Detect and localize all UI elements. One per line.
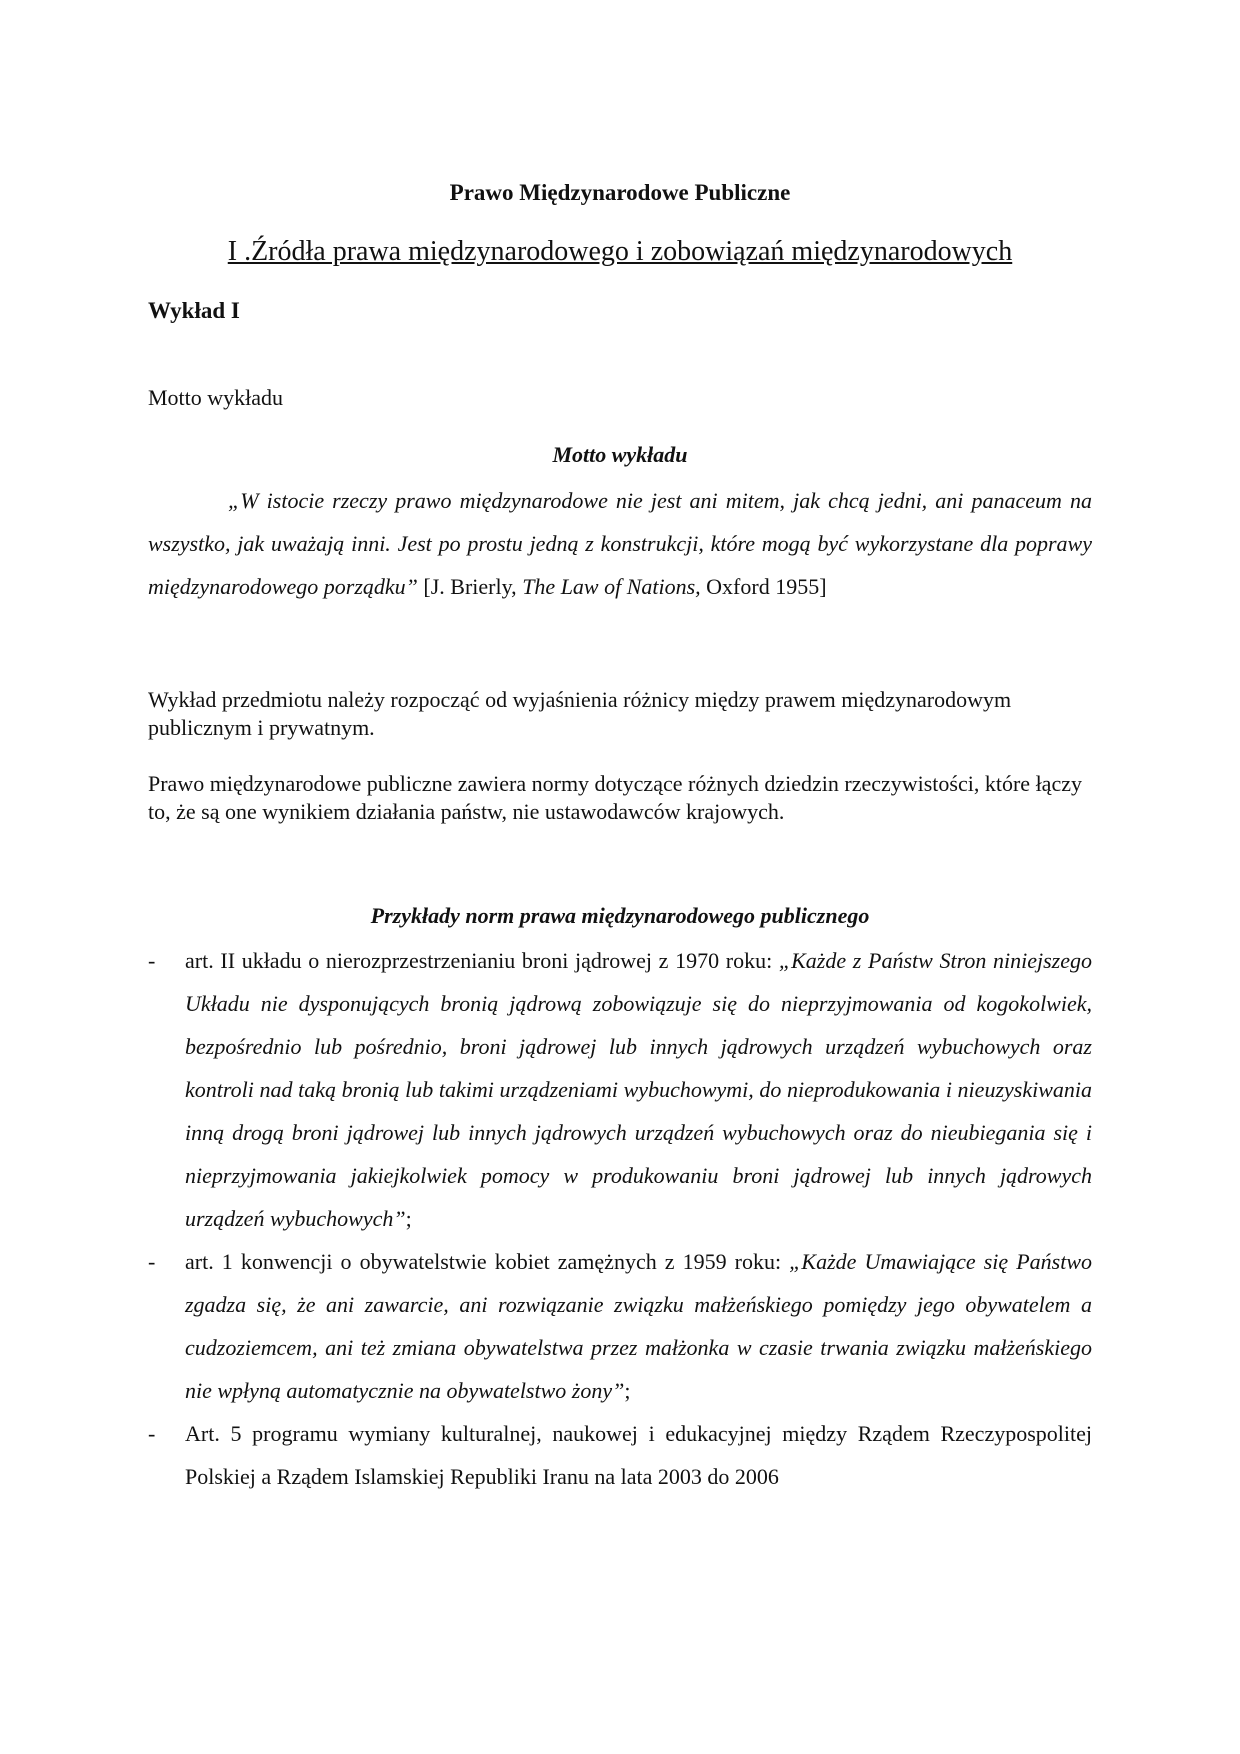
list-dash: - [148, 948, 156, 973]
motto-citation-start: [J. Brierly, [417, 574, 523, 599]
example-intro: art. II układu o nierozprzestrzenianiu broni jądrowej z 1970 roku: [185, 948, 779, 973]
example-tail: ; [624, 1378, 631, 1403]
motto-quote-text: „W istocie rzeczy prawo międzynarodowe nie jest ani mitem, jak chcą jedni, ani panaceum na wszystko, jak uważają inni. Jest po prostu jedną z konstrukcji, które mogą być wykorzystane dla poprawy międzynarodowego porządku” [148, 488, 1092, 599]
example-quote: „Każde z Państw Stron niniejszego Układu nie dysponujących bronią jądrową zobowiązuje się do nieprzyjmowania od kogokolwiek, bezpośrednio lub pośrednio, broni jądrowej lub innych jądrowych urządzeń wybuchowych oraz kontroli nad taką bronią lub takimi urządzeniami wybuchowymi, do nieprodukowania i nieuzyskiwania inną drogą broni jądrowej lub innych jądrowych urządzeń wybuchowych oraz do nieubiegania się i nieprzyjmowania jakiejkolwiek pomocy w produkowaniu broni jądrowej lub innych jądrowych urządzeń wybuchowych” [185, 948, 1092, 1231]
motto-quote [148, 479, 1092, 608]
lecture-number: Wykład I [148, 298, 240, 323]
intro-paragraph-2: Prawo międzynarodowe publiczne zawiera normy dotyczące różnych dziedzin rzeczywistości, które łączy to, że są one wynikiem działania państw, nie ustawodawców krajowych. [148, 771, 1082, 824]
motto-citation-work: The Law of Nations, [522, 574, 701, 599]
list-dash: - [148, 1249, 156, 1274]
list-item [148, 1412, 1092, 1498]
example-tail: ; [405, 1206, 412, 1231]
examples-list [148, 939, 1092, 1498]
chapter-title: I .Źródła prawa międzynarodowego i zobowiązań międzynarodowych [227, 236, 1013, 267]
list-item [148, 1240, 1092, 1412]
intro-paragraph-1: Wykład przedmiotu należy rozpocząć od wyjaśnienia różnicy między prawem międzynarodowym publicznym i prywatnym. [148, 687, 1012, 740]
list-dash: - [148, 1421, 156, 1446]
example-quote: „Każde Umawiające się Państwo zgadza się, że ani zawarcie, ani rozwiązanie związku małżeńskiego pomiędzy jego obywatelem a cudzoziemcem, ani też zmiana obywatelstwa przez małżonka w czasie trwania związku małżeńskiego nie wpłyną automatycznie na obywatelstwo żony” [185, 1249, 1092, 1403]
examples-heading: Przykłady norm prawa międzynarodowego publicznego [370, 903, 870, 928]
document-title: Prawo Międzynarodowe Publiczne [449, 180, 791, 205]
example-intro: Art. 5 programu wymiany kulturalnej, naukowej i edukacyjnej między Rządem Rzeczypospolitej Polskiej a Rządem Islamskiej Republiki Iranu na lata 2003 do 2006 [185, 1421, 1092, 1489]
example-intro: art. 1 konwencji o obywatelstwie kobiet zamężnych z 1959 roku: [185, 1249, 790, 1274]
list-item [148, 939, 1092, 1240]
motto-citation-end: Oxford 1955] [700, 574, 827, 599]
motto-heading: Motto wykładu [552, 442, 688, 467]
motto-label: Motto wykładu [148, 385, 284, 410]
